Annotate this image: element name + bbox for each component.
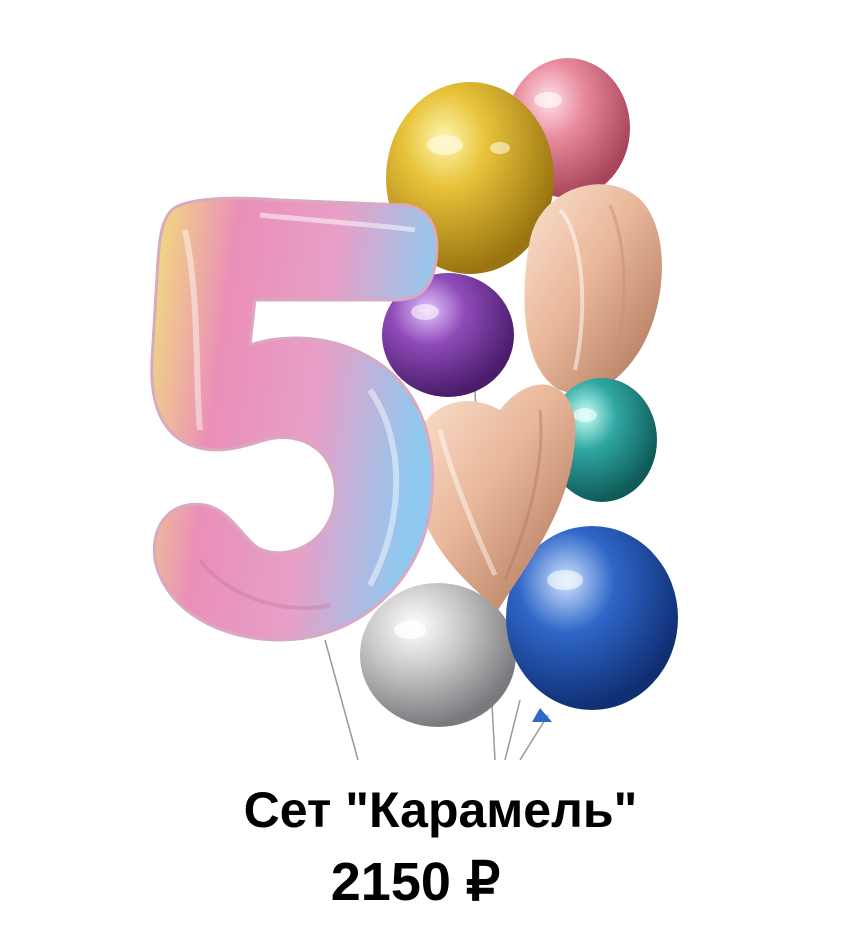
product-price: 2150 ₽ [330,852,501,912]
number-five-foil-balloon [152,198,437,640]
product-title: Сет "Карамель" [243,782,638,838]
rose-gold-foil-balloon [524,184,661,393]
